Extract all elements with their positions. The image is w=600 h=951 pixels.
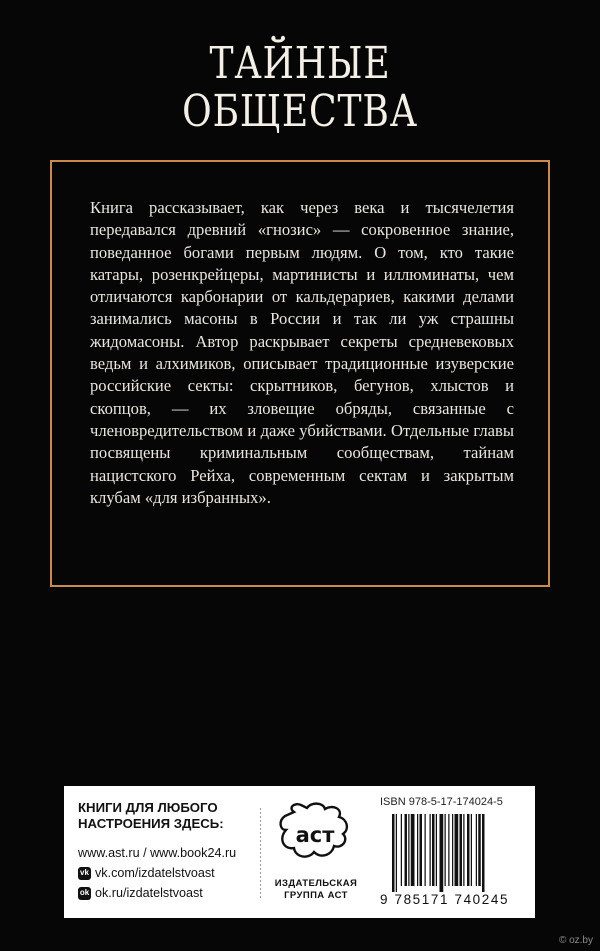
barcode-bar [401,814,402,886]
barcode-bar [425,814,426,886]
barcode-bar [455,814,459,886]
barcode-bar [392,814,395,892]
barcode-bar [411,814,415,886]
vk-link-text[interactable]: vk.com/izdatelstvoast [95,866,215,880]
promo-line2: НАСТРОЕНИЯ ЗДЕСЬ: [78,816,224,831]
book-title [54,40,546,136]
publisher-label-line2: ГРУППА АСТ [284,890,348,901]
barcode-bar [436,814,437,886]
website-links[interactable] [78,843,236,863]
panel-divider [260,808,261,900]
barcode-bar [396,814,397,892]
barcode-bar [445,814,446,886]
barcode-bar [460,814,463,886]
book-title-line2: ОБЩЕСТВА [182,86,418,137]
ok-link[interactable] [78,883,236,903]
barcode-bar [467,814,470,886]
barcode-bar [405,814,408,886]
ast-logo-text: аст [295,823,335,847]
vk-icon: vk [78,867,91,880]
barcode-bar [463,814,464,886]
website-links-text[interactable]: www.ast.ru / www.book24.ru [78,846,237,860]
publisher-panel [64,786,535,918]
barcode-bar [476,814,477,886]
publisher-links [78,843,236,903]
barcode-bar [440,814,444,892]
barcode [390,814,522,892]
barcode-bar [448,814,449,886]
barcode-bar [420,814,423,886]
barcode-bar [478,814,481,886]
promo-heading [78,800,224,832]
barcode-bar [432,814,435,886]
barcode-digits: 9 785171 740245 [380,892,510,907]
barcode-bar [417,814,418,886]
promo-line1: КНИГИ ДЛЯ ЛЮБОГО [78,800,218,815]
isbn-text: ISBN 978-5-17-174024-5 [380,796,503,808]
publisher-label [264,878,368,902]
publisher-label-line1: ИЗДАТЕЛЬСКАЯ [274,878,358,889]
barcode-bar [471,814,472,886]
ast-logo [276,800,354,876]
barcode-bar [408,814,409,886]
book-description: Книга рассказывает, как через века и тысячелетия передавался древний «гнозис» — сокровенное знание, поведанное богами первым людям. О том, кто такие катары, розенкрейцеры, мартинисты и иллюминаты, чем отличаются карбонарии от кальдерариев, какими делами занимались масоны в России и так ли уж страшны жидомасоны. Автор раскрывает секреты средневековых ведьм и алхимиков, описывает традиционные изуверские российские секты: скрытников, бегунов, хлыстов и скопцов, — их зловещие обряды, связанные с членовредительством и даже убийствами. Отдельные главы посвящены криминальным сообществам, тайнам нацистского Рейха, современным сектам и закрытым клубам «для избранных». [90,198,514,507]
watermark: © oz.by [558,935,593,946]
barcode-bar [452,814,453,886]
ok-icon: ok [78,887,91,900]
ok-link-text[interactable]: ok.ru/izdatelstvoast [95,886,203,900]
barcode-bar [482,814,485,892]
book-title-line1: ТАЙНЫЕ [209,38,391,89]
vk-link[interactable] [78,863,236,883]
barcode-bar [430,814,431,886]
